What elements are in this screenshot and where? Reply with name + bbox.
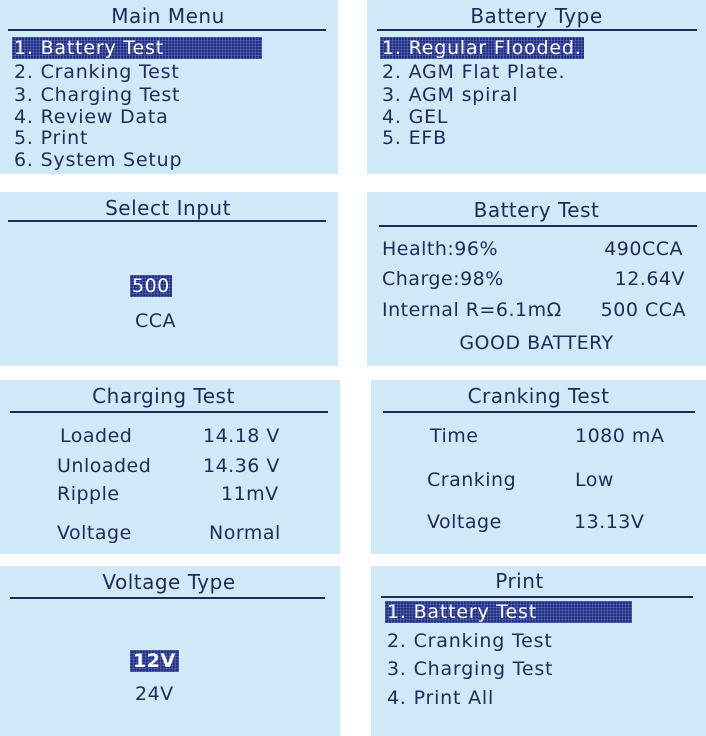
menu-item-system-setup[interactable]: 6. System Setup [14, 149, 183, 171]
unloaded-value: 14.36 V [203, 455, 280, 477]
cranking-test-screen [371, 380, 706, 554]
voltage-option-12v[interactable]: 12V [130, 650, 179, 672]
title-divider [10, 597, 325, 599]
cranking-value: Low [575, 469, 614, 491]
battery-type-agm-spiral[interactable]: 3. AGM spiral [382, 84, 519, 106]
cca-value-input[interactable]: 500 [132, 275, 170, 297]
menu-item-print[interactable]: 5. Print [14, 127, 89, 149]
charge-label: Charge:98% [382, 268, 504, 290]
print-item-battery-test[interactable]: 1. Battery Test [385, 601, 632, 623]
voltage-option-24v[interactable]: 24V [135, 683, 174, 705]
battery-type-regular-flooded[interactable]: 1. Regular Flooded. [382, 37, 582, 59]
main-menu-title: Main Menu [111, 4, 225, 28]
rated-cca-value: 500 CCA [600, 299, 686, 321]
voltage-value: 13.13V [574, 511, 645, 533]
time-value: 1080 mA [575, 425, 665, 447]
time-label: Time [430, 425, 479, 447]
print-item-print-all[interactable]: 4. Print All [387, 687, 495, 709]
menu-item-review-data[interactable]: 4. Review Data [14, 106, 169, 128]
voltage-status-value: Normal [209, 522, 281, 544]
battery-type-screen [367, 0, 706, 174]
battery-type-title: Battery Type [470, 4, 603, 28]
unloaded-label: Unloaded [57, 455, 152, 477]
battery-type-efb[interactable]: 5. EFB [382, 127, 447, 149]
loaded-label: Loaded [60, 425, 133, 447]
charge-value: 12.64V [614, 268, 685, 290]
charging-test-title: Charging Test [92, 384, 235, 408]
main-menu-screen [0, 0, 338, 174]
menu-item-battery-test[interactable]: 1. Battery Test [12, 37, 262, 59]
ripple-label: Ripple [57, 483, 120, 505]
menu-item-cranking-test[interactable]: 2. Cranking Test [14, 61, 180, 83]
battery-test-title: Battery Test [473, 198, 600, 222]
title-divider [379, 225, 697, 227]
health-value: 490CCA [604, 238, 683, 260]
title-divider [8, 220, 326, 222]
print-item-charging-test[interactable]: 3. Charging Test [387, 658, 554, 680]
title-divider [383, 411, 695, 413]
internal-resistance-label: Internal R=6.1mΩ [382, 299, 562, 321]
loaded-value: 14.18 V [203, 425, 280, 447]
title-divider [8, 29, 326, 31]
print-screen [371, 566, 706, 736]
voltage-label: Voltage [57, 522, 132, 544]
menu-item-charging-test[interactable]: 3. Charging Test [14, 84, 181, 106]
health-label: Health:96% [382, 238, 499, 260]
cranking-label: Cranking [427, 469, 517, 491]
print-item-cranking-test[interactable]: 2. Cranking Test [387, 630, 553, 652]
select-input-title: Select Input [105, 196, 231, 220]
voltage-type-screen [0, 566, 340, 736]
title-divider [10, 411, 328, 413]
voltage-type-title: Voltage Type [102, 570, 236, 594]
charging-test-screen [0, 380, 340, 554]
title-divider [381, 596, 693, 598]
select-input-screen [0, 192, 338, 366]
battery-type-gel[interactable]: 4. GEL [382, 106, 449, 128]
print-title: Print [495, 569, 544, 593]
battery-type-agm-flat-plate[interactable]: 2. AGM Flat Plate. [382, 61, 566, 83]
ripple-value: 11mV [221, 483, 279, 505]
battery-test-screen [367, 192, 706, 366]
cca-unit-label: CCA [135, 310, 177, 332]
battery-result-status: GOOD BATTERY [459, 332, 614, 354]
title-divider [377, 29, 697, 31]
voltage-label: Voltage [427, 511, 502, 533]
cranking-test-title: Cranking Test [467, 384, 610, 408]
